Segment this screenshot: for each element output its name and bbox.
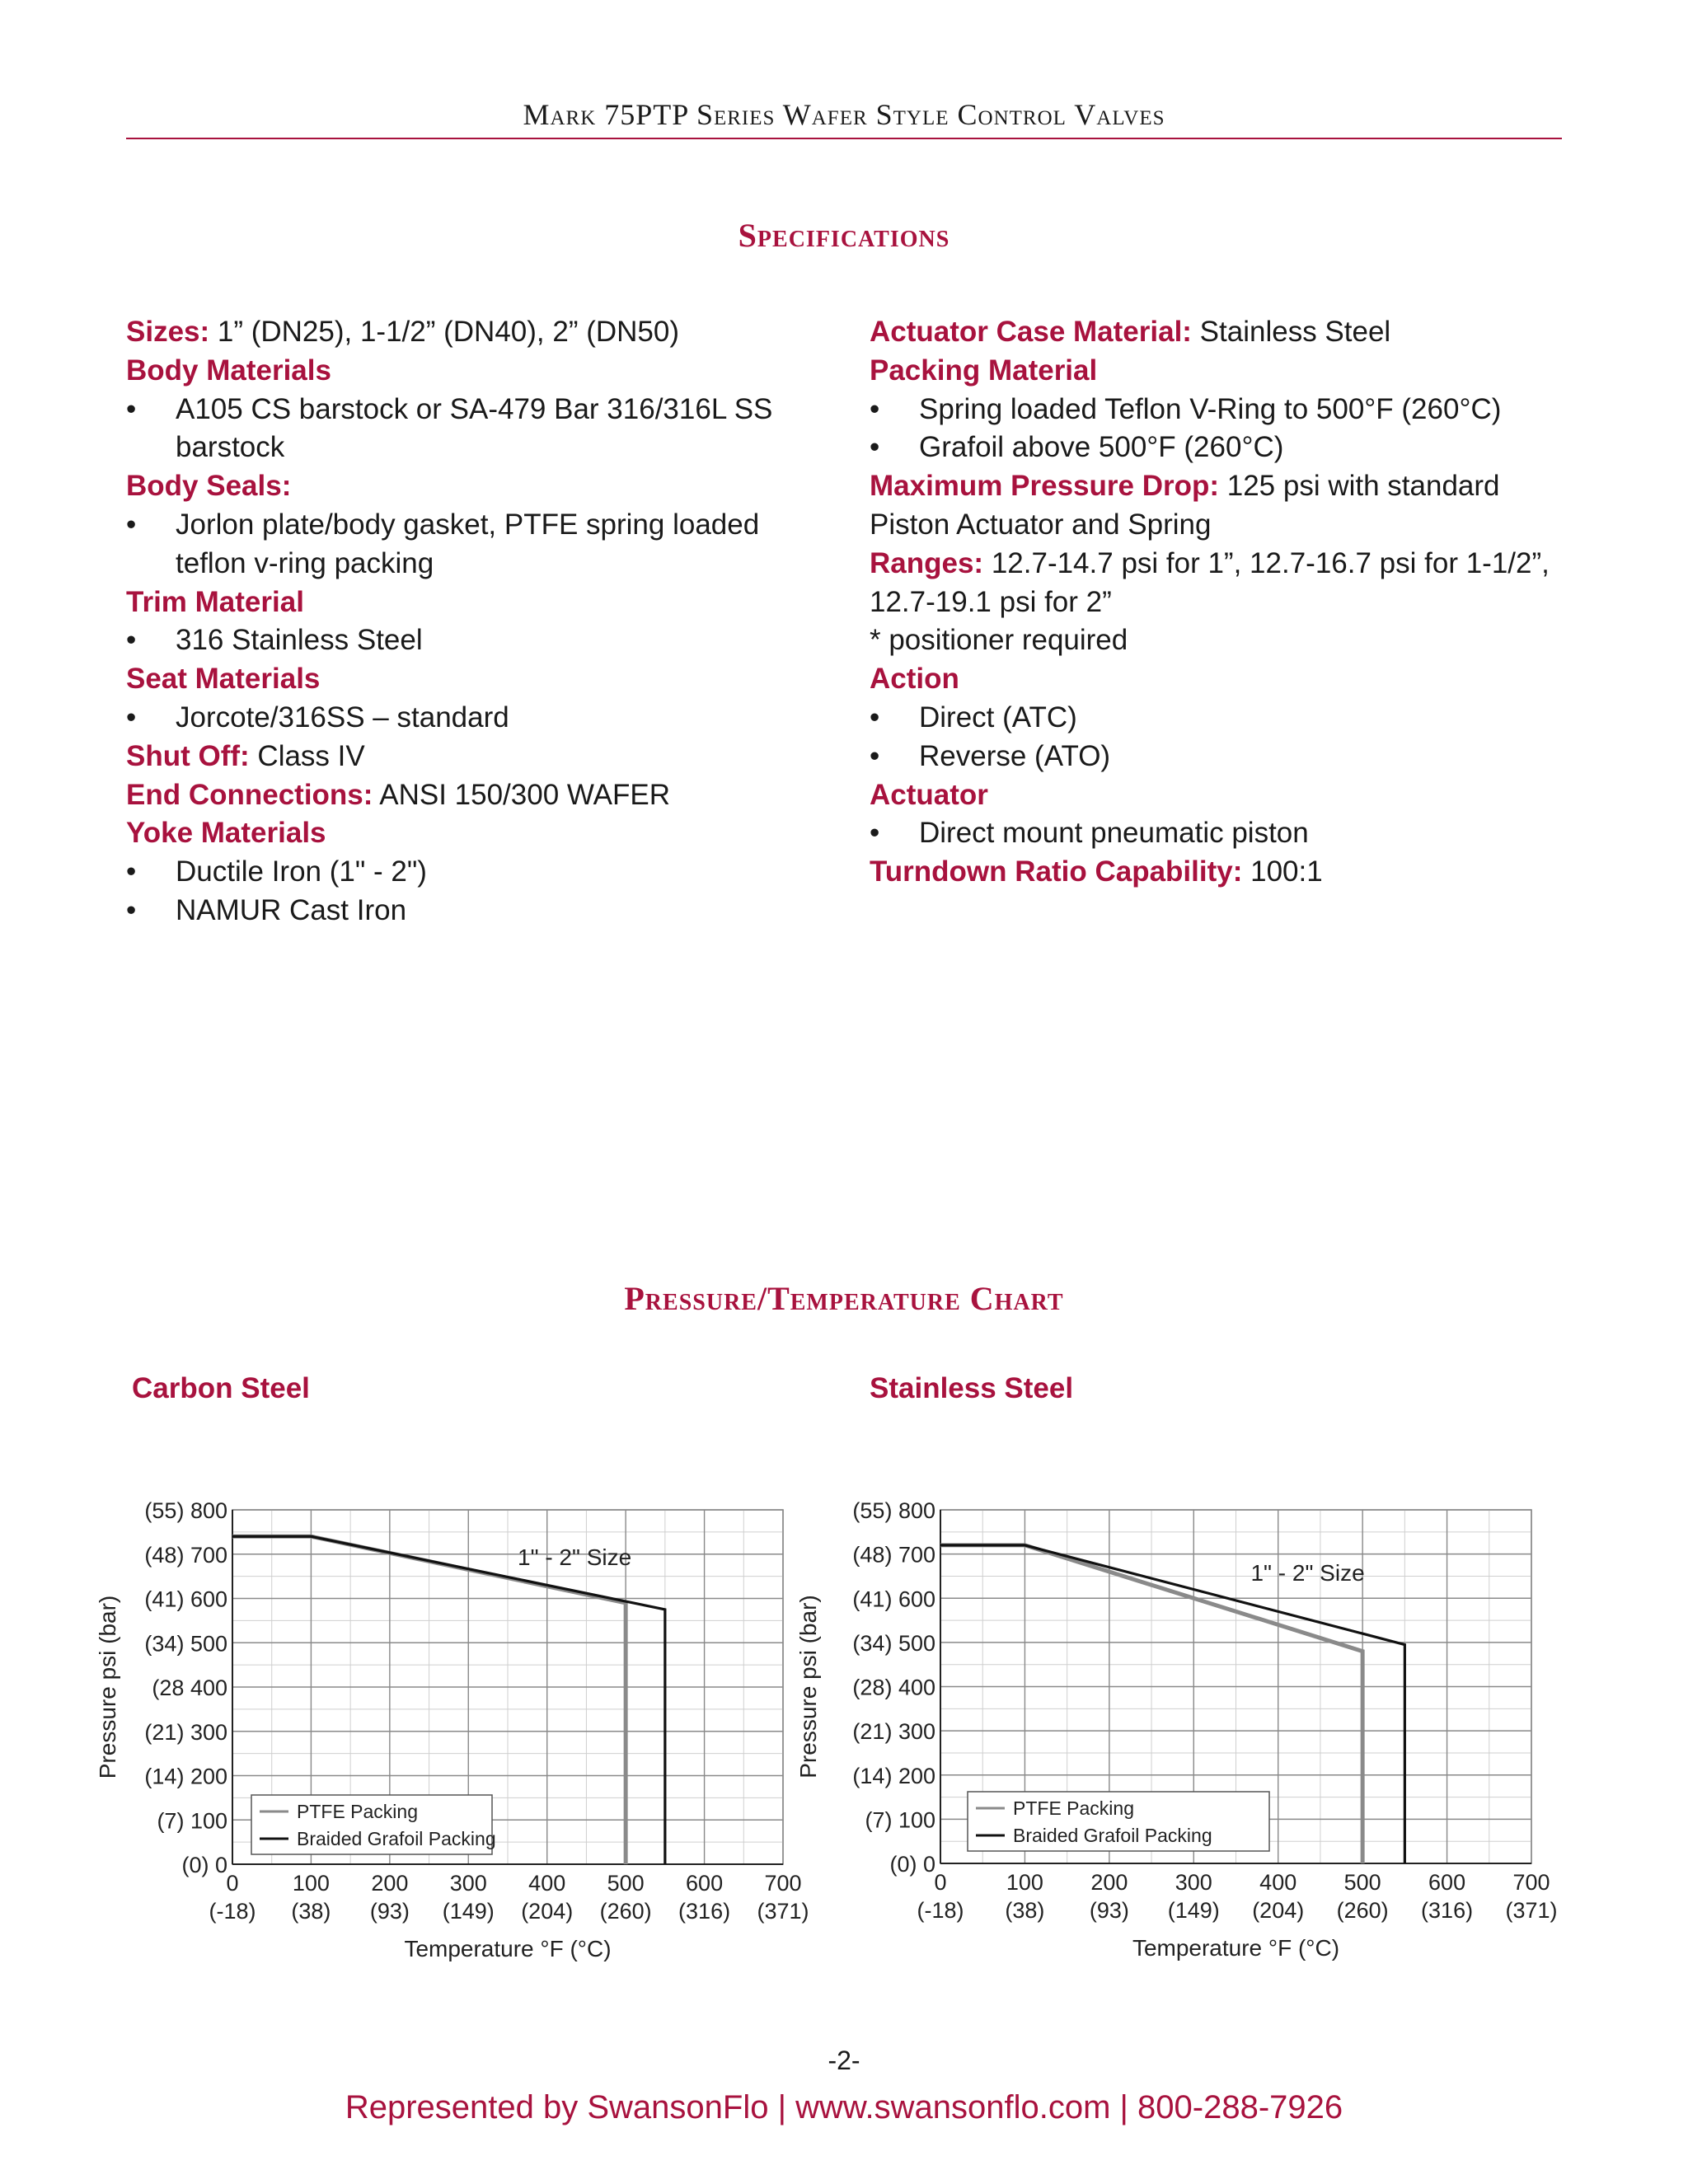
bullet-icon: • bbox=[126, 855, 137, 888]
x-tick-sublabel: (-18) bbox=[209, 1899, 256, 1924]
spec-label: Body Materials bbox=[126, 354, 331, 387]
y-axis-label: Pressure psi (bar) bbox=[95, 1595, 120, 1779]
carbon-steel-chart-title: Carbon Steel bbox=[132, 1372, 310, 1404]
spec-bullet-text: 316 Stainless Steel bbox=[176, 624, 423, 657]
x-tick-label: 0 bbox=[226, 1871, 239, 1896]
x-tick-sublabel: (204) bbox=[1252, 1898, 1305, 1923]
x-tick-label: 0 bbox=[934, 1870, 947, 1895]
spec-label: Turndown Ratio Capability: bbox=[870, 855, 1243, 888]
bullet-icon: • bbox=[126, 392, 137, 425]
spec-row bbox=[126, 313, 772, 352]
spec-bullet-text: Jorcote/316SS – standard bbox=[176, 701, 509, 733]
spec-bullet-item bbox=[126, 506, 772, 545]
specifications-title: Specifications bbox=[738, 217, 950, 254]
spec-bullet-item bbox=[870, 814, 1550, 853]
spec-row bbox=[126, 660, 772, 699]
y-tick-label: (34) 500 bbox=[144, 1631, 227, 1657]
header-divider bbox=[126, 138, 1562, 139]
x-tick-sublabel: (204) bbox=[521, 1899, 574, 1924]
spec-label: Seat Materials bbox=[126, 663, 321, 696]
spec-bullet-text: Direct mount pneumatic piston bbox=[919, 817, 1309, 850]
x-tick-sublabel: (260) bbox=[1336, 1898, 1389, 1923]
x-tick-sublabel: (93) bbox=[1089, 1898, 1129, 1923]
stainless-steel-chart-title: Stainless Steel bbox=[870, 1372, 1074, 1404]
legend-label: Braided Grafoil Packing bbox=[1013, 1825, 1212, 1846]
spec-bullet-text: Direct (ATC) bbox=[919, 701, 1077, 733]
pressure-temperature-chart-title: Pressure/Temperature Chart bbox=[624, 1280, 1064, 1317]
x-tick-label: 200 bbox=[371, 1871, 409, 1896]
y-tick-label: (28 400 bbox=[152, 1675, 227, 1700]
spec-bullet-text: Grafoil above 500°F (260°C) bbox=[919, 431, 1284, 464]
spec-row bbox=[126, 814, 772, 853]
x-tick-sublabel: (260) bbox=[599, 1899, 652, 1924]
spec-value: Stainless Steel bbox=[1191, 316, 1391, 348]
x-tick-label: 700 bbox=[764, 1871, 802, 1896]
x-tick-label: 600 bbox=[686, 1871, 724, 1896]
y-axis-label: Pressure psi (bar) bbox=[795, 1595, 821, 1779]
y-tick-label: (14) 200 bbox=[852, 1763, 935, 1788]
bullet-icon: • bbox=[126, 701, 137, 733]
x-tick-label: 300 bbox=[1175, 1870, 1212, 1895]
bullet-icon: • bbox=[870, 739, 880, 772]
size-annotation: 1" - 2" Size bbox=[1250, 1559, 1365, 1586]
spec-label: Actuator bbox=[870, 778, 988, 811]
spec-label: Maximum Pressure Drop: bbox=[870, 470, 1220, 503]
spec-row bbox=[126, 776, 772, 815]
y-tick-label: (34) 500 bbox=[852, 1630, 935, 1656]
spec-label: Packing Material bbox=[870, 354, 1098, 387]
page-header-title: Mark 75PTP Series Wafer Style Control Valves bbox=[523, 98, 1165, 131]
bullet-icon: • bbox=[126, 508, 137, 541]
spec-row bbox=[126, 738, 772, 776]
spec-row bbox=[126, 467, 772, 506]
x-tick-label: 400 bbox=[1259, 1870, 1297, 1895]
footer-contact-line: Represented by SwansonFlo | www.swansonflo.com | 800-288-7926 bbox=[345, 2089, 1343, 2125]
spec-bullet-text: A105 CS barstock or SA-479 Bar 316/316L SS bbox=[176, 392, 773, 425]
spec-row bbox=[870, 352, 1550, 391]
spec-bullet-item bbox=[870, 699, 1550, 738]
x-tick-sublabel: (93) bbox=[369, 1899, 410, 1924]
carbon-steel-chart bbox=[91, 1483, 832, 1994]
x-tick-label: 200 bbox=[1090, 1870, 1128, 1895]
x-tick-sublabel: (371) bbox=[1505, 1898, 1558, 1923]
y-tick-label: (7) 100 bbox=[157, 1808, 227, 1834]
legend-label: PTFE Packing bbox=[1013, 1797, 1134, 1819]
bullet-icon: • bbox=[126, 893, 137, 926]
x-tick-sublabel: (38) bbox=[291, 1899, 331, 1924]
spec-bullet-continuation: barstock bbox=[176, 431, 285, 464]
x-tick-sublabel: (38) bbox=[1005, 1898, 1045, 1923]
legend-label: Braided Grafoil Packing bbox=[297, 1828, 496, 1849]
spec-label: Sizes: bbox=[126, 316, 210, 348]
x-tick-label: 300 bbox=[449, 1871, 487, 1896]
spec-label: Actuator Case Material: bbox=[870, 316, 1192, 348]
y-tick-label: (41) 600 bbox=[852, 1586, 935, 1612]
page-number: -2- bbox=[828, 2046, 860, 2075]
spec-label: Trim Material bbox=[126, 585, 304, 618]
x-axis-label: Temperature °F (°C) bbox=[1132, 1935, 1340, 1961]
y-tick-label: (28) 400 bbox=[852, 1675, 935, 1700]
y-tick-label: (41) 600 bbox=[144, 1586, 227, 1612]
x-tick-label: 600 bbox=[1428, 1870, 1466, 1895]
x-tick-label: 500 bbox=[1343, 1870, 1381, 1895]
spec-value: Class IV bbox=[249, 739, 365, 772]
specifications-right-column bbox=[870, 313, 1550, 892]
spec-text-line: * positioner required bbox=[870, 624, 1128, 657]
bullet-icon: • bbox=[870, 817, 880, 850]
x-tick-sublabel: (149) bbox=[1167, 1898, 1220, 1923]
x-tick-label: 500 bbox=[607, 1871, 645, 1896]
y-tick-label: (55) 800 bbox=[144, 1498, 227, 1523]
stainless-steel-chart bbox=[791, 1483, 1582, 1994]
bullet-icon: • bbox=[870, 392, 880, 425]
spec-bullet-text: Ductile Iron (1" - 2") bbox=[176, 855, 427, 888]
x-tick-label: 100 bbox=[292, 1871, 330, 1896]
specifications-left-column bbox=[126, 313, 772, 930]
spec-bullet-text: NAMUR Cast Iron bbox=[176, 893, 407, 926]
x-axis-label: Temperature °F (°C) bbox=[404, 1936, 612, 1961]
spec-value: 12.7-14.7 psi for 1”, 12.7-16.7 psi for 1-1/2”, bbox=[983, 546, 1550, 579]
spec-bullet-item bbox=[870, 391, 1550, 429]
spec-bullet-item bbox=[126, 892, 772, 930]
spec-bullet-text: Reverse (ATO) bbox=[919, 739, 1111, 772]
y-tick-label: (0) 0 bbox=[181, 1853, 227, 1877]
spec-row bbox=[870, 776, 1550, 815]
bullet-icon: • bbox=[870, 701, 880, 733]
spec-label: Body Seals: bbox=[126, 470, 292, 503]
spec-value: 125 psi with standard bbox=[1219, 470, 1500, 503]
spec-value: 1” (DN25), 1-1/2” (DN40), 2” (DN50) bbox=[209, 316, 679, 348]
y-tick-label: (7) 100 bbox=[865, 1807, 935, 1833]
bullet-icon: • bbox=[126, 624, 137, 657]
spec-text-line: 12.7-19.1 psi for 2” bbox=[870, 585, 1112, 618]
spec-label: Shut Off: bbox=[126, 739, 250, 772]
spec-row bbox=[126, 352, 772, 391]
spec-value: 100:1 bbox=[1242, 855, 1323, 888]
x-tick-sublabel: (149) bbox=[442, 1899, 495, 1924]
spec-bullet-continuation: teflon v-ring packing bbox=[176, 546, 434, 579]
spec-row bbox=[870, 467, 1550, 506]
y-tick-label: (0) 0 bbox=[889, 1852, 935, 1877]
spec-row bbox=[870, 313, 1550, 352]
bullet-icon: • bbox=[870, 431, 880, 464]
x-tick-sublabel: (316) bbox=[678, 1899, 731, 1924]
spec-label: Yoke Materials bbox=[126, 817, 326, 850]
x-tick-label: 700 bbox=[1512, 1870, 1550, 1895]
y-tick-label: (48) 700 bbox=[852, 1542, 935, 1568]
spec-bullet-text: Jorlon plate/body gasket, PTFE spring loaded bbox=[176, 508, 760, 541]
spec-row bbox=[870, 660, 1550, 699]
spec-bullet-item bbox=[126, 853, 772, 892]
x-tick-sublabel: (-18) bbox=[917, 1898, 964, 1923]
y-tick-label: (21) 300 bbox=[852, 1719, 935, 1745]
spec-value: ANSI 150/300 WAFER bbox=[373, 778, 670, 811]
y-tick-label: (21) 300 bbox=[144, 1719, 227, 1745]
spec-row bbox=[870, 853, 1550, 892]
spec-bullet-item bbox=[870, 738, 1550, 776]
spec-label: Ranges: bbox=[870, 546, 984, 579]
spec-row bbox=[126, 583, 772, 622]
size-annotation: 1" - 2" Size bbox=[518, 1544, 632, 1571]
x-tick-label: 100 bbox=[1006, 1870, 1043, 1895]
y-tick-label: (55) 800 bbox=[852, 1498, 935, 1523]
y-tick-label: (14) 200 bbox=[144, 1764, 227, 1789]
x-tick-label: 400 bbox=[528, 1871, 566, 1896]
spec-bullet-text: Spring loaded Teflon V-Ring to 500°F (260°C) bbox=[919, 392, 1502, 425]
spec-bullet-item bbox=[126, 699, 772, 738]
y-tick-label: (48) 700 bbox=[144, 1542, 227, 1568]
spec-row bbox=[870, 545, 1550, 583]
spec-bullet-item bbox=[126, 621, 772, 660]
spec-bullet-item bbox=[870, 429, 1550, 467]
x-tick-sublabel: (316) bbox=[1421, 1898, 1474, 1923]
spec-label: Action bbox=[870, 663, 959, 696]
x-tick-sublabel: (371) bbox=[757, 1899, 809, 1924]
spec-text-line: Piston Actuator and Spring bbox=[870, 508, 1212, 541]
spec-label: End Connections: bbox=[126, 778, 373, 811]
legend-label: PTFE Packing bbox=[297, 1801, 418, 1822]
spec-bullet-item bbox=[126, 391, 772, 429]
